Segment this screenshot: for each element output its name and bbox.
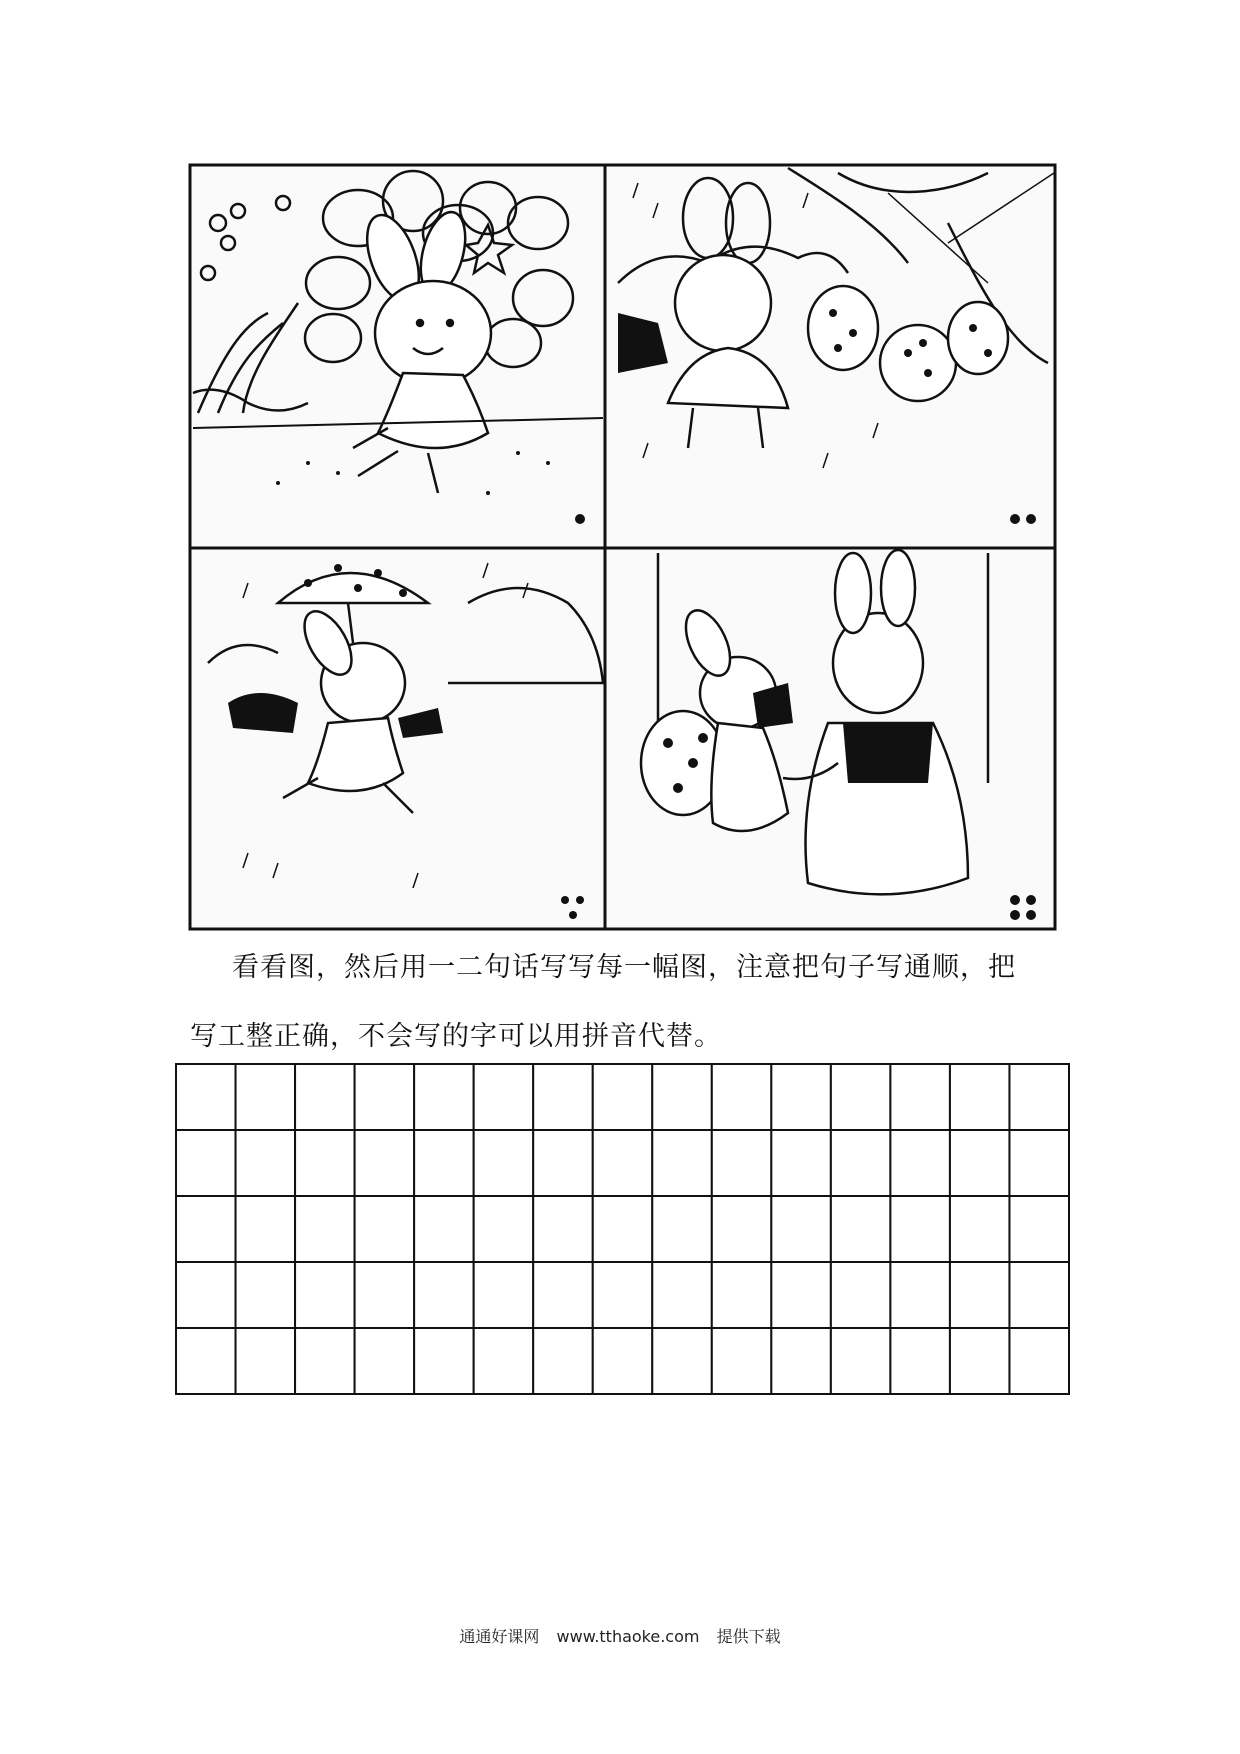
grid-cell[interactable] <box>890 1196 950 1262</box>
footer-site-name: 通通好课网 <box>459 1627 540 1646</box>
grid-cell[interactable] <box>474 1196 534 1262</box>
grid-cell[interactable] <box>295 1130 355 1196</box>
grid-cell[interactable] <box>593 1130 653 1196</box>
grid-cell[interactable] <box>1009 1130 1069 1196</box>
grid-cell[interactable] <box>652 1328 712 1394</box>
footer-url[interactable]: www.tthaoke.com <box>556 1627 700 1646</box>
instruction-line-2: 写工整正确，不会写的字可以用拼音代替。 <box>190 1021 722 1052</box>
grid-cell[interactable] <box>474 1130 534 1196</box>
grid-cell[interactable] <box>236 1262 296 1328</box>
grid-cell[interactable] <box>593 1262 653 1328</box>
grid-cell[interactable] <box>414 1130 474 1196</box>
grid-cell[interactable] <box>533 1064 593 1130</box>
grid-cell[interactable] <box>890 1328 950 1394</box>
grid-cell[interactable] <box>176 1196 236 1262</box>
grid-cell[interactable] <box>950 1262 1010 1328</box>
grid-cell[interactable] <box>712 1064 772 1130</box>
grid-cell[interactable] <box>236 1196 296 1262</box>
grid-cell[interactable] <box>593 1064 653 1130</box>
grid-cell[interactable] <box>236 1328 296 1394</box>
grid-cell[interactable] <box>831 1262 891 1328</box>
grid-cell[interactable] <box>355 1328 415 1394</box>
panel-1-marker-dot <box>575 514 585 524</box>
grid-cell[interactable] <box>712 1328 772 1394</box>
grid-cell[interactable] <box>771 1130 831 1196</box>
panel-4-scene <box>641 550 988 894</box>
grid-cell[interactable] <box>652 1064 712 1130</box>
grid-cell[interactable] <box>890 1130 950 1196</box>
grid-cell[interactable] <box>890 1064 950 1130</box>
grid-cell[interactable] <box>176 1262 236 1328</box>
grid-cell[interactable] <box>295 1328 355 1394</box>
grid-cell[interactable] <box>414 1196 474 1262</box>
instruction-line-1: 看看图，然后用一二句话写写每一幅图，注意把句子写通顺，把 <box>232 952 1016 983</box>
grid-cell[interactable] <box>533 1328 593 1394</box>
grid-cell[interactable] <box>533 1262 593 1328</box>
grid-cell[interactable] <box>771 1262 831 1328</box>
grid-cell[interactable] <box>831 1328 891 1394</box>
panel-2-marker-dot <box>1026 514 1036 524</box>
grid-cell[interactable] <box>1009 1196 1069 1262</box>
grid-cell[interactable] <box>414 1064 474 1130</box>
grid-cell[interactable] <box>652 1262 712 1328</box>
grid-cell[interactable] <box>355 1196 415 1262</box>
grid-cell[interactable] <box>771 1196 831 1262</box>
grid-cell[interactable] <box>355 1130 415 1196</box>
grid-cell[interactable] <box>355 1262 415 1328</box>
panel-3-scene <box>208 573 603 813</box>
grid-cell[interactable] <box>1009 1328 1069 1394</box>
grid-cell[interactable] <box>295 1262 355 1328</box>
grid-cell[interactable] <box>712 1196 772 1262</box>
grid-cell[interactable] <box>950 1196 1010 1262</box>
grid-cell[interactable] <box>712 1262 772 1328</box>
grid-cell[interactable] <box>593 1328 653 1394</box>
grid-cell[interactable] <box>474 1328 534 1394</box>
grid-cell[interactable] <box>176 1064 236 1130</box>
grid-cell[interactable] <box>295 1064 355 1130</box>
comic-illustration <box>188 163 1057 931</box>
footer-suffix: 提供下载 <box>716 1627 781 1646</box>
grid-cell[interactable] <box>593 1196 653 1262</box>
grid-cell[interactable] <box>533 1130 593 1196</box>
grid-cell[interactable] <box>176 1328 236 1394</box>
panel-4-marker <box>1010 895 1036 920</box>
panel-2-scene <box>618 168 1054 448</box>
grid-cell[interactable] <box>176 1130 236 1196</box>
grid-cell[interactable] <box>831 1064 891 1130</box>
grid-cell[interactable] <box>236 1064 296 1130</box>
grid-cell[interactable] <box>950 1064 1010 1130</box>
grid-cell[interactable] <box>652 1130 712 1196</box>
grid-cell[interactable] <box>236 1130 296 1196</box>
grid-cell[interactable] <box>295 1196 355 1262</box>
grid-cell[interactable] <box>652 1196 712 1262</box>
grid-cell[interactable] <box>950 1130 1010 1196</box>
grid-cell[interactable] <box>474 1262 534 1328</box>
grid-cell[interactable] <box>414 1328 474 1394</box>
grid-cell[interactable] <box>533 1196 593 1262</box>
grid-cell[interactable] <box>355 1064 415 1130</box>
grid-cell[interactable] <box>1009 1262 1069 1328</box>
grid-cell[interactable] <box>831 1130 891 1196</box>
grid-cell[interactable] <box>712 1130 772 1196</box>
panel-2-marker-dot <box>1010 514 1020 524</box>
panel-1-flowers <box>193 171 573 413</box>
grid-cell[interactable] <box>1009 1064 1069 1130</box>
panel-3-marker <box>561 896 584 919</box>
grid-cell[interactable] <box>831 1196 891 1262</box>
footer <box>0 1624 1240 1647</box>
grid-cell[interactable] <box>414 1262 474 1328</box>
grid-cell[interactable] <box>771 1064 831 1130</box>
grid-cell[interactable] <box>890 1262 950 1328</box>
grid-cell[interactable] <box>474 1064 534 1130</box>
writing-grid[interactable] <box>175 1063 1070 1395</box>
grid-cell[interactable] <box>771 1328 831 1394</box>
grid-cell[interactable] <box>950 1328 1010 1394</box>
